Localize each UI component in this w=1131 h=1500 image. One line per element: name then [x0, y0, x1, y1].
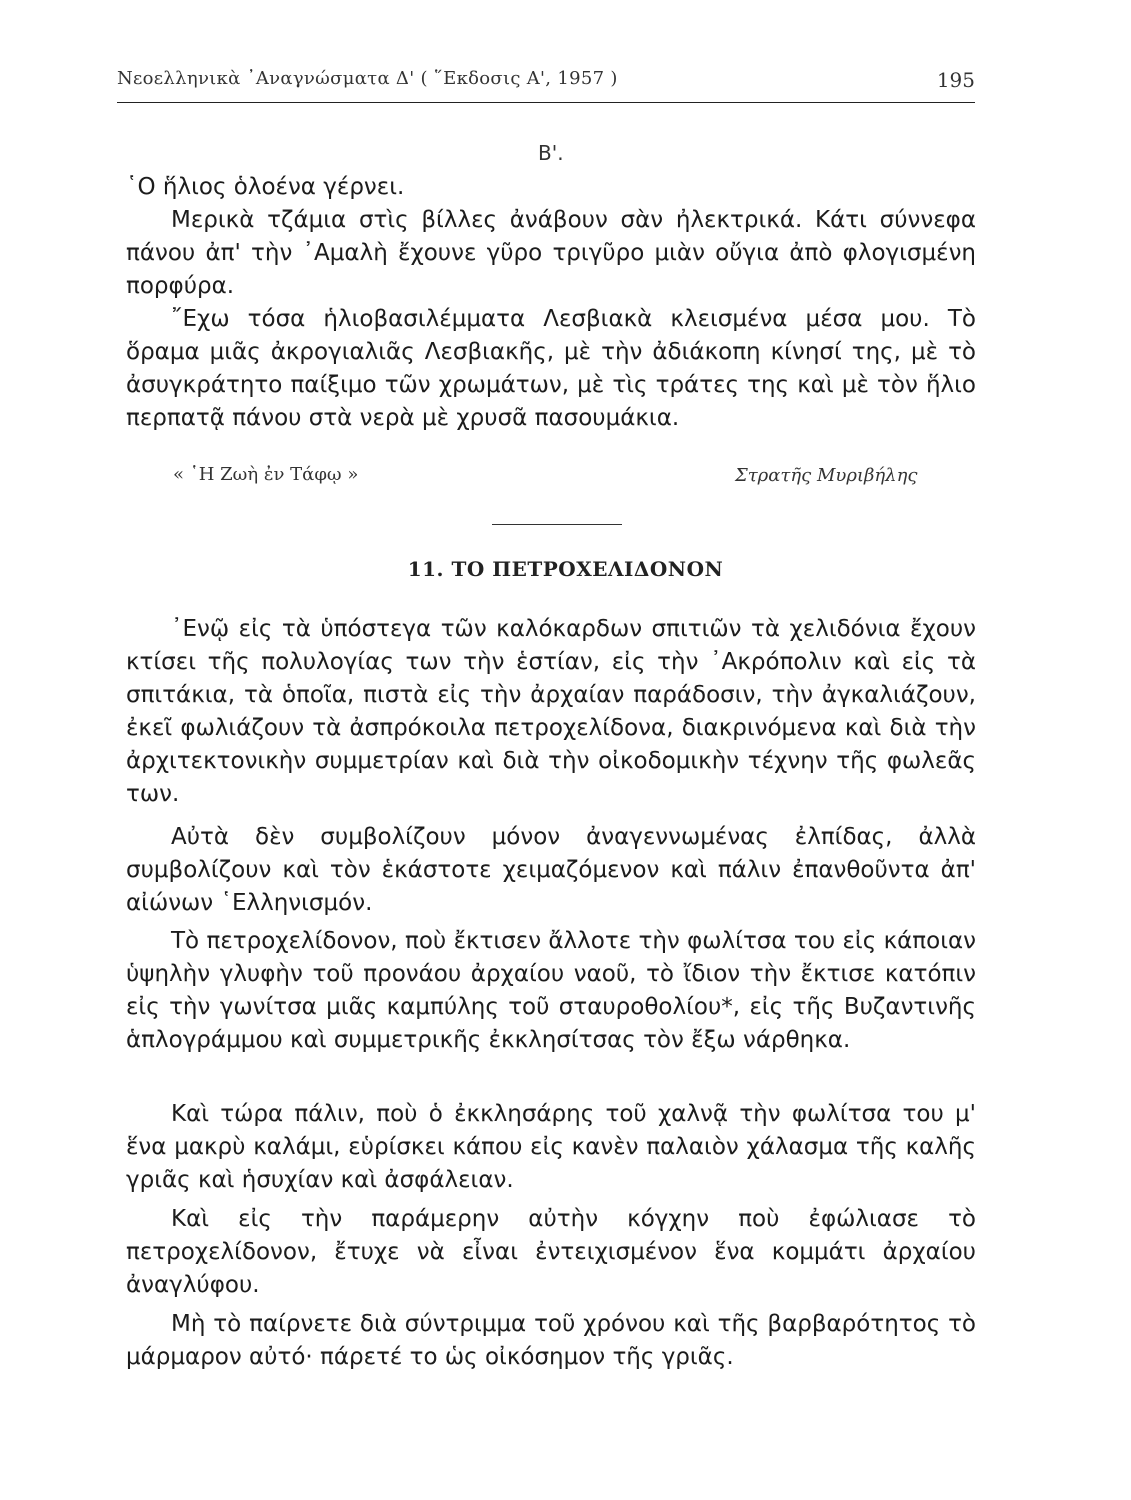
- poem-paragraph-1: ῾Ο ἥλιος ὁλοένα γέρνει.: [126, 174, 405, 200]
- running-header: [117, 66, 975, 103]
- citation-author: Στρατῆς Μυριβήλης: [735, 465, 918, 486]
- page-number: 195: [936, 68, 975, 92]
- citation-source: « ῾Η Ζωὴ ἐν Τάφῳ »: [173, 464, 359, 485]
- chapter-paragraph-4: Καὶ τώρα πάλιν, ποὺ ὁ ἐκκλησάρης τοῦ χαλνᾷ τὴν φωλίτσα του μ' ἕνα μακρὺ καλάμι, εὑρίσκει κάπου εἰς κανὲν παλαιὸν χάλασμα τῆς καλῆς γριᾶς καὶ ἡσυχίαν καὶ ἀσφάλειαν.: [126, 1101, 976, 1193]
- chapter-paragraph-5: Καὶ εἰς τὴν παράμερην αὐτὴν κόγχην ποὺ ἐφώλιασε τὸ πετροχελίδονον, ἔτυχε νὰ εἶναι ἐντειχισμένον ἕνα κομμάτι ἀρχαίου ἀναγλύφου.: [126, 1206, 976, 1298]
- chapter-paragraph-3: Τὸ πετροχελίδονον, ποὺ ἔκτισεν ἄλλοτε τὴν φωλίτσα του εἰς κάποιαν ὑψηλὴν γλυφὴν τοῦ προνάου ἀρχαίου ναοῦ, τὸ ἴδιον τὴν ἔκτισε κατόπιν εἰς τὴν γωνίτσα μιᾶς καμπύλης τοῦ σταυροθολίου*, εἰς τῆς Βυζαντινῆς ἁπλογράμμου καὶ συμμετρικῆς ἐκκλησίτσας τὸν ἔξω νάρθηκα.: [126, 928, 976, 1053]
- chapter-paragraph-6: Μὴ τὸ παίρνετε διὰ σύντριμμα τοῦ χρόνου καὶ τῆς βαρβαρότητος τὸ μάρμαρον αὐτό· πάρετέ το ὡς οἰκόσημον τῆς γριᾶς.: [126, 1311, 976, 1370]
- chapter-paragraph-2: Αὐτὰ δὲν συμβολίζουν μόνον ἀναγεννωμένας ἐλπίδας, ἀλλὰ συμβολίζουν καὶ τὸν ἑκάστοτε χειμαζόμενον καὶ πάλιν ἐπανθοῦντα ἀπ' αἰώνων ῾Ελληνισμόν.: [126, 824, 976, 916]
- section-divider: [492, 524, 622, 525]
- book-title: Νεοελληνικὰ ᾿Αναγνώσματα Δ' ( ῞Εκδοσις Α', 1957 ): [117, 68, 618, 89]
- chapter-title: 11. ΤΟ ΠΕΤΡΟΧΕΛΙΔΟΝΟΝ: [407, 557, 724, 581]
- chapter-paragraph-1: ᾿Ενῷ εἰς τὰ ὑπόστεγα τῶν καλόκαρδων σπιτιῶν τὰ χελιδόνια ἔχουν κτίσει τῆς πολυλογίας των τὴν ἑστίαν, εἰς τὴν ᾿Ακρόπολιν καὶ εἰς τὰ σπιτάκια, τὰ ὁποῖα, πιστὰ εἰς τὴν ἀρχαίαν παράδοσιν, τὴν ἀγκαλιάζουν, ἐκεῖ φωλιάζουν τὰ ἀσπρόκοιλα πετροχελίδονα, διακρινόμενα καὶ διὰ τὴν ἀρχιτεκτονικὴν συμμετρίαν καὶ διὰ τὴν οἰκοδομικὴν τέχνην τῆς φωλεᾶς των.: [126, 616, 976, 807]
- section-marker: Β'.: [538, 141, 564, 165]
- poem-paragraph-3: ῎Εχω τόσα ἡλιοβασιλέμματα Λεσβιακὰ κλεισμένα μέσα μου. Τὸ ὅραμα μιᾶς ἀκρογιαλιᾶς Λεσβιακῆς, μὲ τὴν ἀδιάκοπη κίνησί της, μὲ τὸ ἀσυγκράτητο παίξιμο τῶν χρωμάτων, μὲ τὶς τράτες της καὶ μὲ τὸν ἥλιο περπατᾷ πάνου στὰ νερὰ μὲ χρυσᾶ πασουμάκια.: [126, 306, 976, 431]
- poem-paragraph-2: Μερικὰ τζάμια στὶς βίλλες ἀνάβουν σὰν ἠλεκτρικά. Κάτι σύννεφα πάνου ἀπ' τὴν ᾿Αμαλὴ ἔχουνε γῦρο τριγῦρο μιὰν οὔγια ἀπὸ φλογισμένη πορφύρα.: [126, 207, 976, 299]
